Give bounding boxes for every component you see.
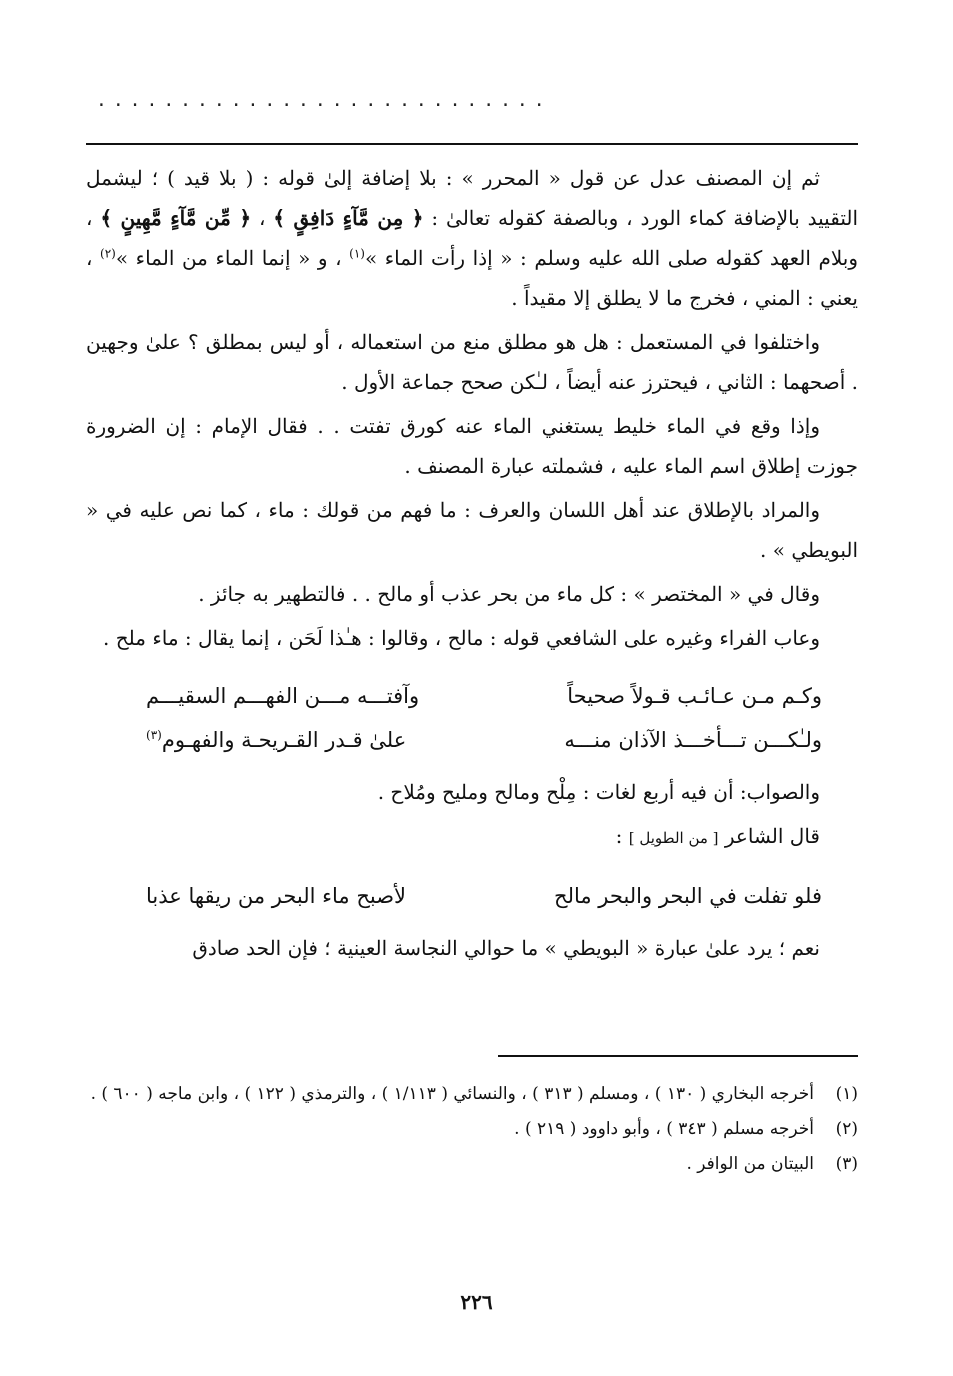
paragraph-1-text-b: ، وبلام العهد كقوله صلى الله عليه وسلم : « إذا رأت الماء » xyxy=(86,206,859,270)
paragraph-8 xyxy=(86,816,858,858)
footnote-3 xyxy=(86,1150,858,1179)
paragraph-3: وإذا وقع في الماء خليط يستغني الماء عنه كورق تفتت . . فقال الإمام : إن الضرورة جوزت إطلاق اسم الماء عليه ، فشملته عبارة المصنف . xyxy=(86,414,858,478)
paragraph-4: والمراد بالإطلاق عند أهل اللسان والعرف : ما فهم من قولك : ماء ، كما نص عليه في « البويطي » . xyxy=(86,498,858,562)
poem-2 xyxy=(86,874,858,918)
poem-1-line-1-first-hemistich: وكـم مـن عـائـب قـولاً صحيحاً xyxy=(567,684,822,708)
page-number: ٢٢٦ xyxy=(460,1290,493,1314)
poet-intro: قال الشاعر xyxy=(718,824,820,848)
poet-intro-colon: : xyxy=(615,824,629,848)
footnote-text: أخرجه البخاري ( ١٣٠ ) ، ومسلم ( ٣١٣ ) ، والنسائي ( ١/١١٣ ) ، والترمذي ( ١٢٢ ) ، وابن ماجه ( ٦٠٠ ) . xyxy=(90,1084,814,1104)
main-text xyxy=(86,158,858,968)
header-dots: ........................... xyxy=(96,90,551,110)
footnote-number: (١) xyxy=(835,1084,858,1104)
footnote-number: (٣) xyxy=(835,1154,858,1174)
quran-quote-2: ﴿ مِّن مَّآءٍ مَّهِينٍ ﴾ xyxy=(100,206,252,230)
poem-1 xyxy=(86,674,858,762)
poem-2-line-1 xyxy=(86,874,858,918)
paragraph-7: والصواب: أن فيه أربع لغات : مِلْح ومالح ومليح ومُلاح . xyxy=(377,780,820,804)
header-rule xyxy=(86,143,858,145)
paragraph-9: نعم ؛ يرد علىٰ عبارة « البويطي » ما حوالي النجاسة العينية ؛ فإن الحد صادق xyxy=(192,936,820,960)
quran-quote-1: ﴿ مِن مَّآءٍ دَافِقٍ ﴾ xyxy=(273,206,424,230)
footnote-text: أخرجه مسلم ( ٣٤٣ ) ، وأبو داوود ( ٢١٩ ) . xyxy=(514,1119,814,1139)
poem-2-line-1-first-hemistich: فلو تفلت في البحر والبحر مالح xyxy=(554,884,822,908)
poem-2-line-1-second-hemistich: لأصبح ماء البحر من ريقها عذبا xyxy=(146,884,407,908)
paragraph-1-text-d: ، يعني : المني ، فخرج ما لا يطلق إلا مقيداً . xyxy=(86,246,858,310)
footnote-1 xyxy=(86,1080,858,1109)
poem-1-line-2 xyxy=(86,718,858,762)
paragraph-1-text-c: ، و « إنما الماء من الماء » xyxy=(115,246,350,270)
poem-1-line-1 xyxy=(86,674,858,718)
footnote-text: البيتان من الوافر . xyxy=(686,1154,814,1174)
footnote-ref-3: (٣) xyxy=(146,728,162,742)
paragraph-1-separator: ، xyxy=(251,206,274,230)
footnotes xyxy=(86,1080,858,1185)
footnote-number: (٢) xyxy=(835,1119,858,1139)
paragraph-1 xyxy=(86,158,858,318)
poem-1-line-2-second-hemistich: علىٰ قـدر القـريحـة والفهـوم xyxy=(161,728,407,752)
poem-1-line-2-second-hemistich-wrap xyxy=(146,718,406,762)
paragraph-5: وقال في « المختصر » : كل ماء من بحر عذب أو مالح . . فالتطهير به جائز . xyxy=(198,582,820,606)
paragraph-6: وعاب الفراء وغيره على الشافعي قوله : مالح ، وقالوا : هـٰذا لَحَن ، إنما يقال : ماء ملح . xyxy=(103,626,820,650)
footnote-2 xyxy=(86,1115,858,1144)
poem-1-line-2-first-hemistich: ولـٰكـــن تـــأخـــذ الآذان منـــه xyxy=(564,728,822,752)
poem-1-line-1-second-hemistich: وآفتـــه مـــن الفهـــم السقيـــم xyxy=(146,684,420,708)
meter-label: [ من الطويل ] xyxy=(628,829,719,847)
paragraph-2: واختلفوا في المستعمل : هل هو مطلق منع من استعماله ، أو ليس بمطلق ؟ علىٰ وجهين . أصحهما : الثاني ، فيحترز عنه أيضاً ، لـٰكن صحح جماعة الأول . xyxy=(86,330,858,394)
footnote-ref-2: (٢) xyxy=(100,246,116,261)
footnote-rule xyxy=(498,1055,858,1057)
paragraph-1-text: ثم إن المصنف عدل عن قول « المحرر » : بلا إضافة إلىٰ قوله : ( بلا قيد ) ؛ ليشمل التقييد بالإضافة كماء الورد ، وبالصفة كقوله تعالىٰ : xyxy=(86,166,859,230)
footnote-ref-1: (١) xyxy=(349,246,365,261)
